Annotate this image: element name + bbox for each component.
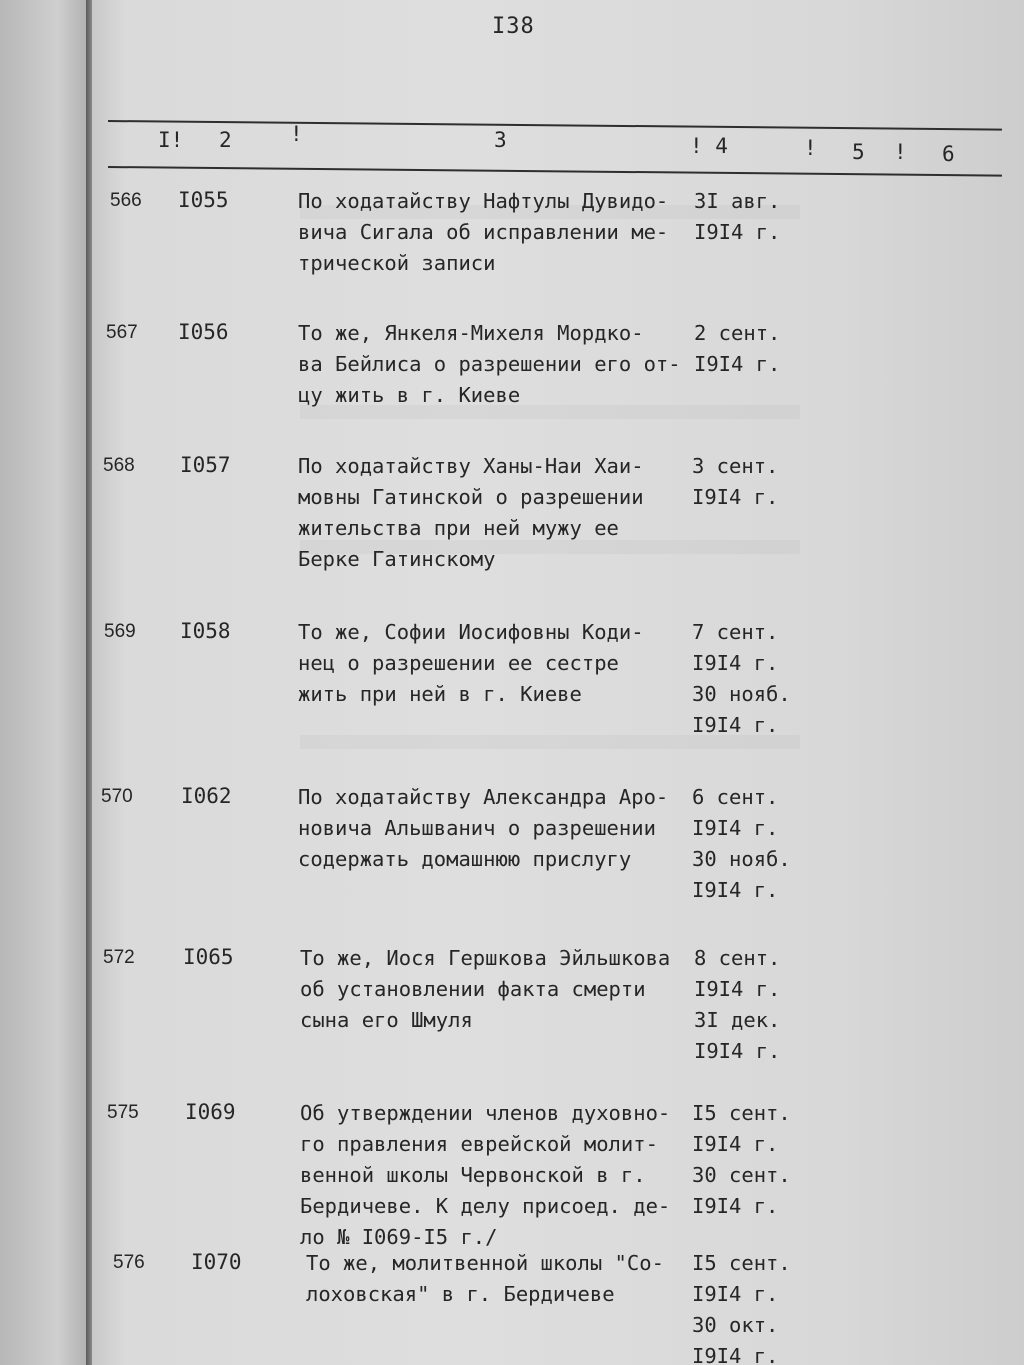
description-line: То же, молитвенной школы "Со- xyxy=(306,1251,664,1275)
date-year: I9I4 г. xyxy=(692,1282,779,1306)
file-code: I057 xyxy=(180,453,231,477)
description-line: мовны Гатинской о разрешении xyxy=(298,485,644,509)
date-day-month: 8 сент. xyxy=(694,946,781,970)
column-separator: ! xyxy=(894,140,907,164)
entry-dates xyxy=(692,1098,791,1222)
file-code: I055 xyxy=(178,188,229,212)
entry-description xyxy=(298,782,668,875)
entry-number: 566 xyxy=(110,190,142,211)
date-year: I9I4 г. xyxy=(692,1194,779,1218)
entry-description xyxy=(298,186,668,279)
date-year: I9I4 г. xyxy=(692,1132,779,1156)
description-line: То же, Софии Иосифовны Коди- xyxy=(298,620,644,644)
description-line: ло № I069-I5 г./ xyxy=(300,1225,498,1249)
date-year: I9I4 г. xyxy=(692,651,779,675)
entry-number: 568 xyxy=(103,455,135,476)
description-line: нец о разрешении ее сестре xyxy=(298,651,619,675)
date-year: I9I4 г. xyxy=(694,352,781,376)
description-line: Бердичеве. К делу присоед. де- xyxy=(300,1194,671,1218)
description-line: вича Сигала об исправлении ме- xyxy=(298,220,669,244)
column-separator: ! xyxy=(804,136,817,160)
description-line: По ходатайству Нафтулы Дувидо- xyxy=(298,189,669,213)
adjacent-page-edge xyxy=(0,0,96,1365)
file-code: I065 xyxy=(183,945,234,969)
description-line: го правления еврейской молит- xyxy=(300,1132,658,1156)
date-day-month: 7 сент. xyxy=(692,620,779,644)
date-day-month: 2 сент. xyxy=(694,321,781,345)
entry-description xyxy=(306,1248,664,1310)
entry-dates xyxy=(694,943,780,1067)
date-year: I9I4 г. xyxy=(694,220,781,244)
entry-description xyxy=(298,318,681,411)
date-year: I9I4 г. xyxy=(692,485,779,509)
date-year: I9I4 г. xyxy=(694,1039,781,1063)
entry-description xyxy=(300,1098,670,1253)
date-year: I9I4 г. xyxy=(692,713,779,737)
date-day-month: I5 сент. xyxy=(692,1101,791,1125)
column-header-5: 5 xyxy=(852,140,865,164)
entry-description xyxy=(298,617,644,710)
file-code: I062 xyxy=(181,784,232,808)
date-day-month: 30 нояб. xyxy=(692,682,791,706)
file-code: I070 xyxy=(191,1250,242,1274)
description-line: венной школы Червонской в г. xyxy=(300,1163,646,1187)
date-day-month: 30 сент. xyxy=(692,1163,791,1187)
description-line: жить при ней в г. Киеве xyxy=(298,682,582,706)
date-day-month: 3 сент. xyxy=(692,454,779,478)
entry-dates xyxy=(692,617,791,741)
entry-dates xyxy=(694,186,780,248)
description-line: сына его Шмуля xyxy=(300,1008,473,1032)
date-day-month: 30 окт. xyxy=(692,1313,779,1337)
date-day-month: 6 сент. xyxy=(692,785,779,809)
date-year: I9I4 г. xyxy=(692,878,779,902)
column-header-1: I! xyxy=(158,128,184,152)
column-separator: ! xyxy=(290,122,303,146)
file-code: I058 xyxy=(180,619,231,643)
entry-number: 576 xyxy=(113,1252,145,1273)
date-day-month: 30 нояб. xyxy=(692,847,791,871)
description-line: ва Бейлиса о разрешении его от- xyxy=(298,352,681,376)
description-line: об установлении факта смерти xyxy=(300,977,646,1001)
description-line: То же, Иося Гершкова Эйльшкова xyxy=(300,946,671,970)
description-line: цу жить в г. Киеве xyxy=(298,383,521,407)
date-day-month: I5 сент. xyxy=(692,1251,791,1275)
column-header-4: ! 4 xyxy=(690,134,728,158)
description-line: Об утверждении членов духовно- xyxy=(300,1101,671,1125)
date-year: I9I4 г. xyxy=(692,1344,779,1365)
entry-number: 569 xyxy=(104,621,136,642)
entry-dates xyxy=(692,1248,791,1365)
description-line: Берке Гатинскому xyxy=(298,547,496,571)
file-code: I056 xyxy=(178,320,229,344)
file-code: I069 xyxy=(185,1100,236,1124)
entry-number: 570 xyxy=(101,786,133,807)
column-header-2: 2 xyxy=(219,128,232,152)
date-day-month: 3I дек. xyxy=(694,1008,781,1032)
entry-description xyxy=(298,451,644,575)
entry-description xyxy=(300,943,670,1036)
description-line: трической записи xyxy=(298,251,496,275)
description-line: содержать домашнюю прислугу xyxy=(298,847,632,871)
date-year: I9I4 г. xyxy=(692,816,779,840)
column-header-6: 6 xyxy=(942,142,955,166)
description-line: То же, Янкеля-Михеля Мордко- xyxy=(298,321,644,345)
description-line: По ходатайству Ханы-Наи Хаи- xyxy=(298,454,644,478)
page-number: I38 xyxy=(492,14,535,39)
entry-number: 575 xyxy=(107,1102,139,1123)
book-spine xyxy=(86,0,92,1365)
entry-number: 572 xyxy=(103,947,135,968)
description-line: лоховская" в г. Бердичеве xyxy=(306,1282,615,1306)
entry-dates xyxy=(692,451,778,513)
entry-number: 567 xyxy=(106,322,138,343)
description-line: По ходатайству Александра Аро- xyxy=(298,785,669,809)
date-year: I9I4 г. xyxy=(694,977,781,1001)
description-line: новича Альшванич о разрешении xyxy=(298,816,656,840)
description-line: жительства при ней мужу ее xyxy=(298,516,619,540)
date-day-month: 3I авг. xyxy=(694,189,781,213)
column-header-3: 3 xyxy=(494,128,507,152)
entry-dates xyxy=(694,318,780,380)
entry-dates xyxy=(692,782,791,906)
